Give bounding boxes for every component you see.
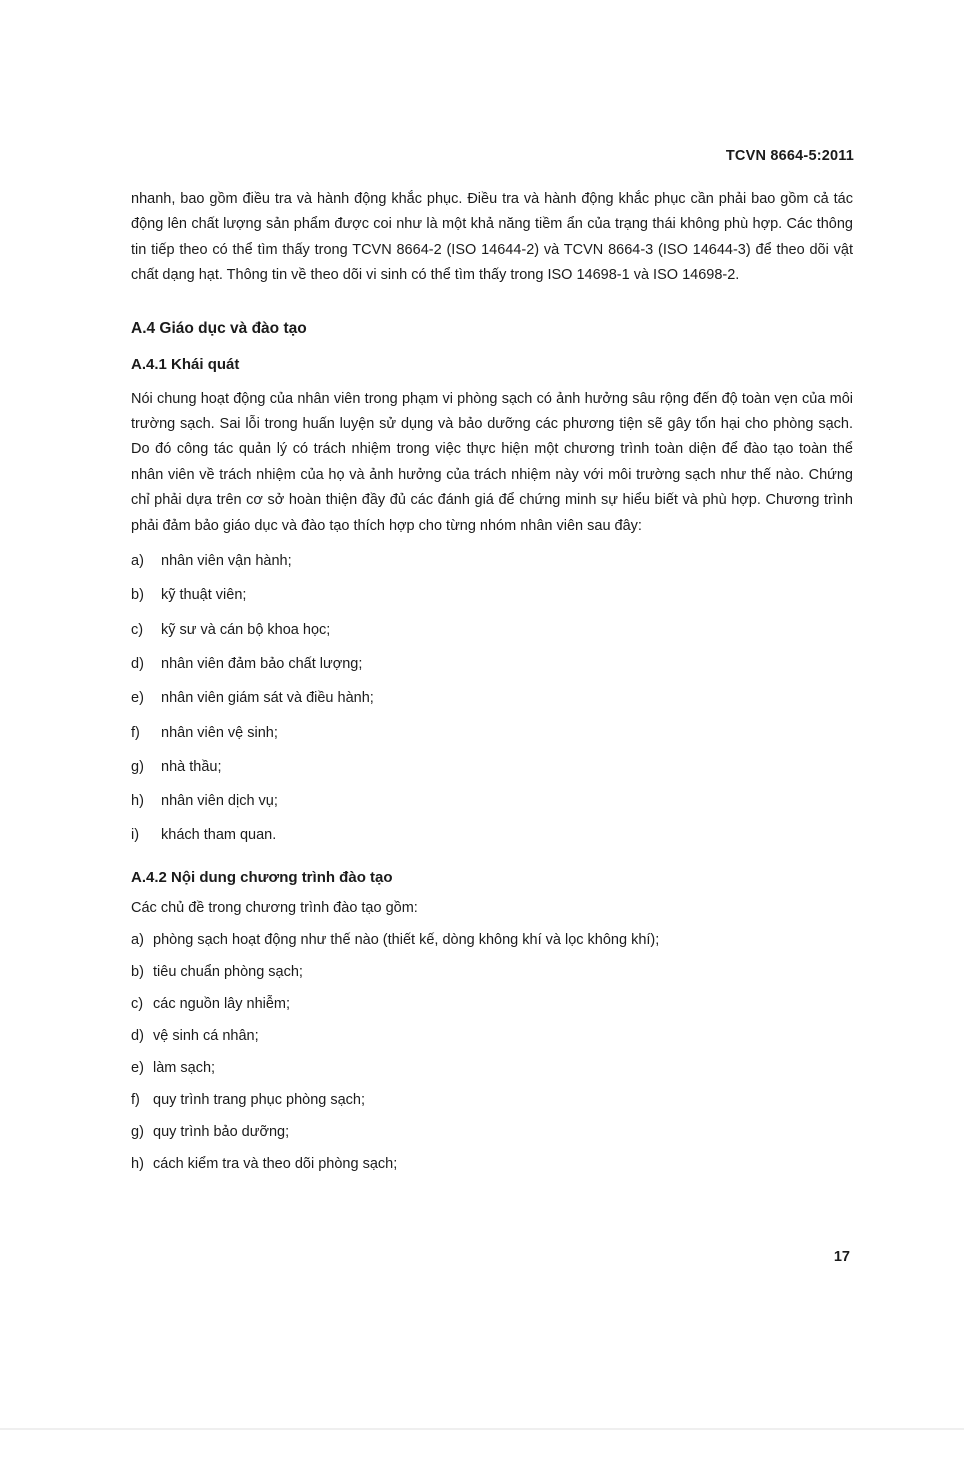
list-item-text: cách kiểm tra và theo dõi phòng sạch; — [153, 1155, 398, 1172]
list-item-text: tiêu chuẩn phòng sạch; — [153, 963, 303, 980]
list-item — [131, 791, 853, 825]
list-item-text: quy trình trang phục phòng sạch; — [153, 1091, 366, 1108]
list-item-text: làm sạch; — [153, 1059, 216, 1076]
list-item-label: c) — [131, 621, 144, 638]
intro-paragraph: nhanh, bao gồm điều tra và hành động khắc phục. Điều tra và hành động khắc phục cần phải bao gồm cả tác động lên chất lượng sản phẩm được coi như là một khả năng tiềm ẩn của trạng thái không phù hợp. Các thông tin tiếp theo có thể tìm thấy trong TCVN 8664-2 (ISO 14644-2) và TCVN 8664-3 (ISO 14644-3) để theo dõi vật chất dạng hạt. Thông tin về theo dõi vi sinh có thể tìm thấy trong ISO 14698-1 và ISO 14698-2. — [131, 191, 853, 284]
list-item — [131, 930, 853, 962]
list-item — [131, 1154, 853, 1186]
list-item-label: h) — [131, 793, 144, 810]
list-item — [131, 962, 853, 994]
list-item-text: kỹ sư và cán bộ khoa học; — [161, 621, 331, 638]
list-item-label: f) — [131, 1091, 140, 1108]
list-item-text: vệ sinh cá nhân; — [153, 1027, 259, 1044]
list-item-label: g) — [131, 758, 144, 775]
training-topic-list — [131, 930, 853, 1186]
list-item-label: a) — [131, 931, 144, 948]
list-item — [131, 688, 853, 722]
list-item — [131, 585, 853, 619]
list-item — [131, 1122, 853, 1154]
list-item-text: nhân viên giám sát và điều hành; — [161, 690, 374, 707]
section-a41-heading: A.4.1 Khái quát — [131, 355, 240, 373]
list-item-text: quy trình bảo dưỡng; — [153, 1123, 290, 1140]
list-item — [131, 1058, 853, 1090]
list-item-label: g) — [131, 1123, 144, 1140]
page-number: 17 — [833, 1249, 850, 1265]
section-a42-intro: Các chủ đề trong chương trình đào tạo gồm: — [131, 899, 418, 916]
list-item-text: nhân viên vận hành; — [161, 553, 292, 570]
list-item-text: khách tham quan. — [161, 827, 277, 844]
staff-group-list — [131, 551, 853, 860]
list-item-text: nhân viên dịch vụ; — [161, 793, 278, 810]
list-item — [131, 551, 853, 585]
list-item — [131, 1090, 853, 1122]
list-item-label: b) — [131, 587, 144, 604]
list-item-text: nhà thầu; — [161, 758, 222, 775]
list-item-label: i) — [131, 827, 140, 844]
list-item — [131, 654, 853, 688]
section-a41-paragraph: Nói chung hoạt động của nhân viên trong phạm vi phòng sạch có ảnh hưởng sâu rộng đến độ toàn vẹn của môi trường sạch. Sai lỗi trong huấn luyện sử dụng và bảo dưỡng các phương tiện sẽ gây tổn hại cho phòng sạch. Do đó công tác quản lý có trách nhiệm trong việc thực hiện một chương trình toàn diện để đào tạo toàn thể nhân viên về trách nhiệm của họ và ảnh hưởng của trách nhiệm này với môi trường sạch như thế nào. Chứng chỉ phải dựa trên cơ sở hoàn thiện đầy đủ các đánh giá để chứng minh sự hiểu biết và phù hợp. Chương trình phải đảm bảo giáo dục và đào tạo thích hợp cho từng nhóm nhân viên sau đây: — [131, 390, 853, 534]
list-item-label: a) — [131, 553, 144, 570]
list-item-label: d) — [131, 1027, 144, 1044]
list-item-label: e) — [131, 1059, 144, 1076]
list-item-label: h) — [131, 1155, 144, 1172]
list-item — [131, 994, 853, 1026]
list-item-text: nhân viên vệ sinh; — [161, 724, 278, 741]
list-item-label: e) — [131, 690, 144, 707]
list-item-label: f) — [131, 724, 140, 741]
document-id: TCVN 8664-5:2011 — [725, 148, 854, 164]
page-content — [131, 187, 853, 1186]
list-item — [131, 620, 853, 654]
section-a4-heading: A.4 Giáo dục và đào tạo — [131, 319, 307, 337]
section-a42-heading: A.4.2 Nội dung chương trình đào tạo — [131, 868, 393, 886]
list-item-text: kỹ thuật viên; — [161, 587, 247, 604]
list-item-label: c) — [131, 995, 144, 1012]
list-item — [131, 1026, 853, 1058]
list-item — [131, 757, 853, 791]
list-item-label: d) — [131, 655, 144, 672]
list-item-text: phòng sạch hoạt động như thế nào (thiết kế, dòng không khí và lọc không khí); — [153, 931, 660, 948]
list-item-text: nhân viên đảm bảo chất lượng; — [161, 655, 363, 672]
list-item — [131, 723, 853, 757]
list-item-text: các nguồn lây nhiễm; — [153, 995, 291, 1012]
list-item — [131, 825, 853, 859]
list-item-label: b) — [131, 963, 144, 980]
scan-edge-divider — [0, 1428, 964, 1430]
